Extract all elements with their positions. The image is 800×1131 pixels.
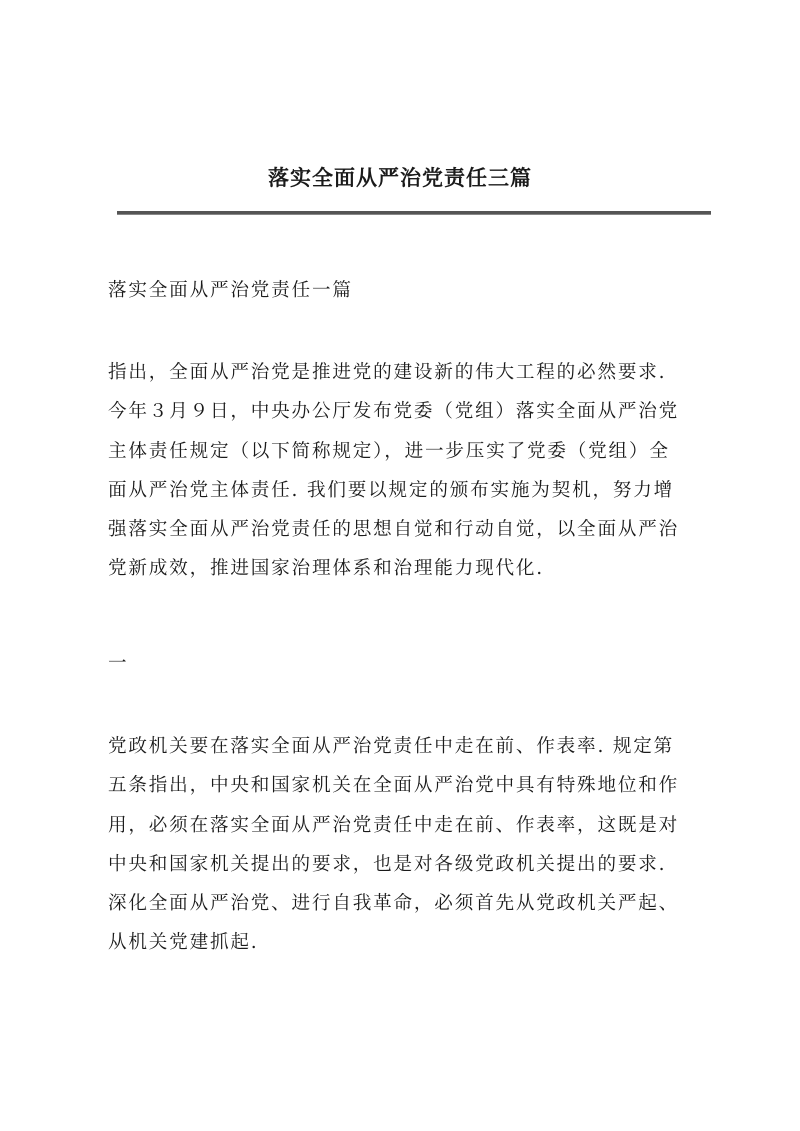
paragraph-line: 中央和国家机关提出的要求，也是对各级党政机关提出的要求. (108, 853, 667, 875)
section-heading (108, 271, 712, 310)
paragraph-line: 主体责任规定（以下简称规定），进一步压实了党委（党组）全 (108, 440, 670, 462)
section-marker (108, 644, 712, 683)
paragraph-line: 今年３月９日，中央办公厅发布党委（党组）落实全面从严治党 (108, 401, 680, 423)
paragraph-line: 面从严治党主体责任. 我们要以规定的颁布实施为契机，努力增 (108, 479, 675, 501)
paragraph-line: 党政机关要在落实全面从严治党责任中走在前、作表率. 规定第 (108, 736, 675, 757)
section-heading-text: 落实全面从严治党责任一篇 (108, 280, 353, 301)
section-marker-text: 一 (108, 653, 129, 674)
paragraph-line: 深化全面从严治党、进行自我革命，必须首先从党政机关严起、 (108, 893, 680, 915)
paragraph-line: 五条指出，中央和国家机关在全面从严治党中具有特殊地位和作 (108, 775, 680, 797)
paragraph-1 (108, 353, 712, 589)
paragraph-line: 从机关党建抓起. (108, 932, 259, 954)
document-title: 落实全面从严治党责任三篇 (268, 165, 532, 190)
title-underline (117, 211, 711, 215)
paragraph-line: 强落实全面从严治党责任的思想自觉和行动自觉，以全面从严治 (108, 519, 680, 541)
paragraph-2 (108, 727, 712, 963)
paragraph-line: 党新成效，推进国家治理体系和治理能力现代化. (108, 558, 544, 580)
paragraph-line: 指出，全面从严治党是推进党的建设新的伟大工程的必然要求. (108, 362, 667, 383)
paragraph-line: 用，必须在落实全面从严治党责任中走在前、作表率，这既是对 (108, 814, 680, 836)
